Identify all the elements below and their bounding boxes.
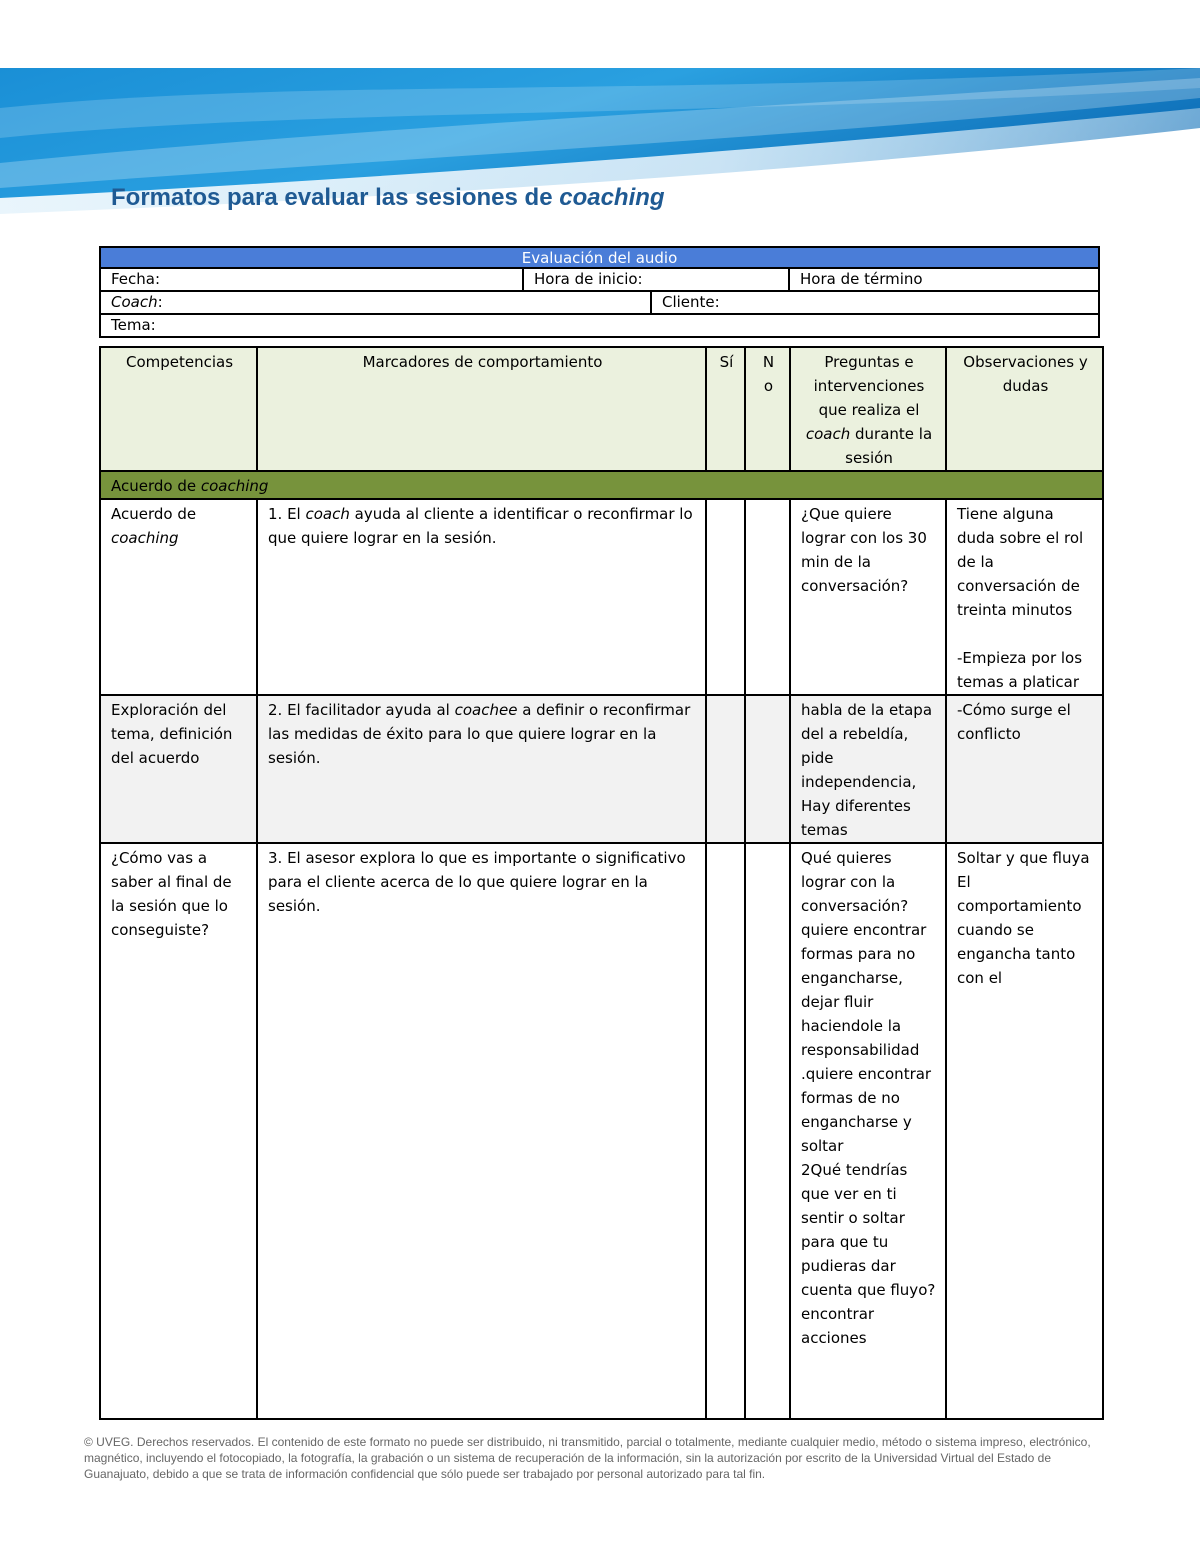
col-preguntas-em: coach	[805, 425, 851, 443]
hora-inicio-field[interactable]: Hora de inicio:	[522, 269, 788, 290]
col-si: Sí	[706, 347, 745, 471]
row1-si-cell[interactable]	[706, 499, 745, 695]
row1-marcador	[257, 499, 706, 695]
row2-competencia: Exploración del tema, definición del acuerdo	[100, 695, 257, 843]
col-competencias: Competencias	[100, 347, 257, 471]
page-title	[111, 184, 665, 212]
hora-termino-field[interactable]: Hora de término	[788, 269, 1098, 290]
coach-row	[99, 292, 1100, 315]
row2-si-cell[interactable]	[706, 695, 745, 843]
col-marcadores: Marcadores de comportamiento	[257, 347, 706, 471]
col-preguntas-b: durante la sesión	[845, 425, 933, 467]
row3-preguntas[interactable]: Qué quieres lograr con la conversación? quiere encontrar formas para no engancharse, dejar fluir haciendole la responsabilidad .quiere encontrar formas de no engancharse y soltar 2Qué tendrías que ver en ti sentir o soltar para que tu pudieras dar cuenta que fluyo? encontrar acciones	[790, 843, 946, 1419]
section-label-a: Acuerdo de	[111, 477, 201, 495]
row1-marc-a: 1. El	[268, 505, 306, 523]
eval-title-row	[99, 246, 1100, 269]
row2-no-cell[interactable]	[745, 695, 790, 843]
row2-preguntas[interactable]: habla de la etapa del a rebeldía, pide independencia, Hay diferentes temas	[790, 695, 946, 843]
row1-no-cell[interactable]	[745, 499, 790, 695]
row2-marc-em: coachee	[454, 701, 518, 719]
row2-observaciones[interactable]: -Cómo surge el conflicto	[946, 695, 1103, 843]
tema-field[interactable]: Tema:	[111, 316, 156, 334]
col-preguntas-a: Preguntas e intervenciones que realiza el	[813, 353, 925, 419]
col-preguntas	[790, 347, 946, 471]
row1-marc-b: ayuda al cliente a identificar o reconfirmar lo que quiere lograr en la sesión.	[268, 505, 693, 547]
row3-marcador: 3. El asesor explora lo que es importante o significativo para el cliente acerca de lo que quiere lograr en la sesión.	[257, 843, 706, 1419]
section-row	[100, 471, 1103, 499]
row2-marc-b: a definir o reconfirmar las medidas de éxito para lo que quiere lograr en la sesión.	[268, 701, 691, 767]
cliente-field[interactable]: Cliente:	[650, 292, 1098, 313]
coach-field[interactable]	[101, 292, 650, 313]
col-no: N o	[745, 347, 790, 471]
row1-comp-em: coaching	[111, 529, 179, 547]
column-header-row	[100, 347, 1103, 471]
row1-preguntas[interactable]: ¿Que quiere lograr con los 30 min de la conversación?	[790, 499, 946, 695]
table-row	[100, 695, 1103, 843]
col-observaciones: Observaciones y dudas	[946, 347, 1103, 471]
coach-label: Coach	[111, 293, 158, 311]
row3-competencia: ¿Cómo vas a saber al final de la sesión que lo conseguiste?	[100, 843, 257, 1419]
fecha-field[interactable]: Fecha:	[111, 270, 161, 288]
section-label	[100, 471, 1103, 499]
section-label-em: coaching	[200, 477, 269, 495]
row3-observaciones[interactable]: Soltar y que fluya El comportamiento cuando se engancha tanto con el	[946, 843, 1103, 1419]
page-title-emphasis: coaching	[559, 184, 665, 211]
row2-marc-a: 2. El facilitador ayuda al	[268, 701, 455, 719]
row1-competencia	[100, 499, 257, 695]
row1-marc-em: coach	[305, 505, 350, 523]
row1-observaciones[interactable]: Tiene alguna duda sobre el rol de la conversación de treinta minutos -Empieza por los temas a platicar	[946, 499, 1103, 695]
table-row	[100, 843, 1103, 1419]
row3-si-cell[interactable]	[706, 843, 745, 1419]
tema-row	[99, 315, 1100, 338]
row3-no-cell[interactable]	[745, 843, 790, 1419]
eval-title: Evaluación del audio	[101, 248, 1098, 267]
date-row	[99, 269, 1100, 292]
page-title-main: Formatos para evaluar las sesiones de	[111, 184, 560, 211]
evaluation-table	[99, 346, 1104, 1420]
coach-colon: :	[157, 293, 163, 311]
copyright-footer: © UVEG. Derechos reservados. El contenido de este formato no puede ser distribuido, ni transmitido, parcial o totalmente, mediante cualquier medio, método o sistema impreso, electrónico, magnético, incluyendo el fotocopiado, la fotografía, la grabación o un sistema de recuperación de la información, sin la autorización por escrito de la Universidad Virtual del Estado de Guanajuato, debido a que se trata de información confidencial que sólo puede ser trabajado por personal autorizado para tal fin.	[84, 1435, 1091, 1481]
row1-comp-a: Acuerdo de	[111, 505, 197, 523]
form-header	[99, 246, 1100, 338]
row2-marcador	[257, 695, 706, 843]
table-row	[100, 499, 1103, 695]
